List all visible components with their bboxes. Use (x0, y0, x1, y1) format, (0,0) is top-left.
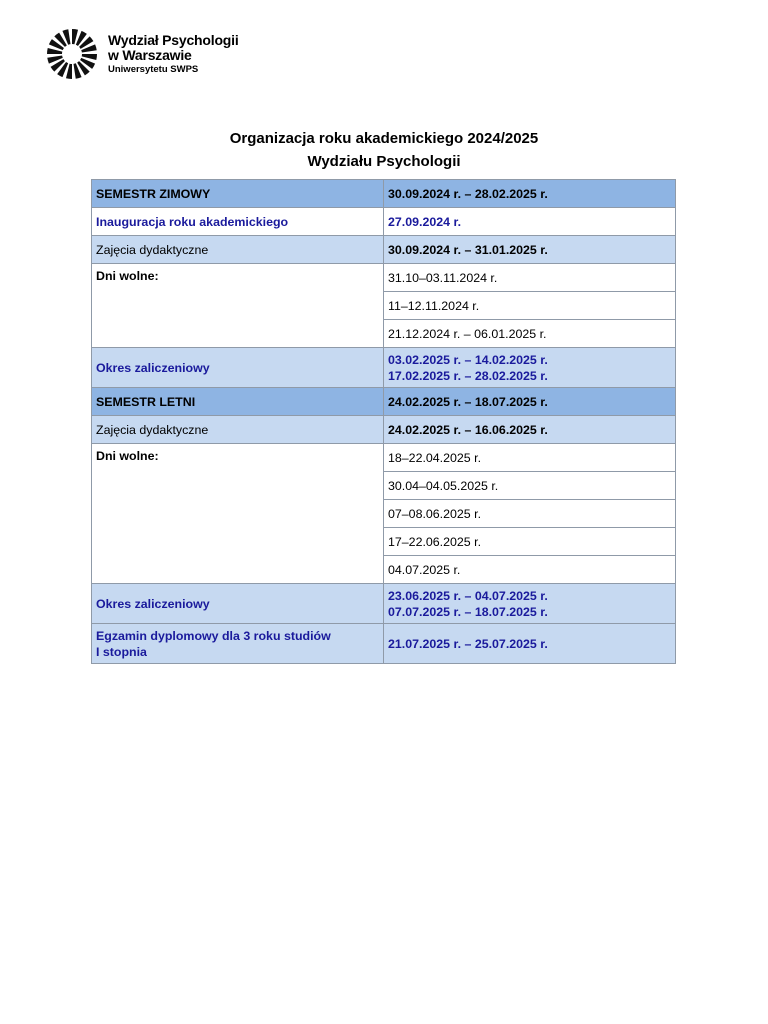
summer-days-off-row (92, 444, 676, 472)
winter-exam-dates-1: 03.02.2025 r. – 14.02.2025 r. (388, 352, 548, 367)
summer-day-off-5: 04.07.2025 r. (384, 556, 676, 584)
summer-day-off-4: 17–22.06.2025 r. (384, 528, 676, 556)
winter-days-off-label: Dni wolne: (92, 264, 384, 348)
summer-exam-dates-1: 23.06.2025 r. – 04.07.2025 r. (388, 588, 548, 603)
summer-day-off-3: 07–08.06.2025 r. (384, 500, 676, 528)
swps-sun-logo-icon (46, 28, 98, 80)
summer-days-off-label: Dni wolne: (92, 444, 384, 584)
summer-exam-label: Okres zaliczeniowy (92, 584, 384, 624)
winter-semester-dates: 30.09.2024 r. – 28.02.2025 r. (384, 180, 676, 208)
summer-semester-label: SEMESTR LETNI (92, 388, 384, 416)
diploma-exam-dates: 21.07.2025 r. – 25.07.2025 r. (384, 624, 676, 664)
winter-exam-dates-2: 17.02.2025 r. – 28.02.2025 r. (388, 368, 548, 383)
winter-day-off-1: 31.10–03.11.2024 r. (384, 264, 676, 292)
title-line-1: Organizacja roku akademickiego 2024/2025 (229, 130, 539, 147)
winter-day-off-3: 21.12.2024 r. – 06.01.2025 r. (384, 320, 676, 348)
winter-classes-row (92, 236, 676, 264)
logo-university: Uniwersytetu SWPS (108, 63, 199, 75)
summer-classes-row (92, 416, 676, 444)
academic-calendar-table (91, 179, 676, 664)
summer-exam-row (92, 584, 676, 624)
diploma-exam-row (92, 624, 676, 664)
inauguration-date: 27.09.2024 r. (384, 208, 676, 236)
winter-semester-label: SEMESTR ZIMOWY (92, 180, 384, 208)
winter-day-off-2: 11–12.11.2024 r. (384, 292, 676, 320)
summer-day-off-2: 30.04–04.05.2025 r. (384, 472, 676, 500)
faculty-logo (46, 28, 239, 80)
winter-classes-dates: 30.09.2024 r. – 31.01.2025 r. (384, 236, 676, 264)
inauguration-row (92, 208, 676, 236)
summer-day-off-1: 18–22.04.2025 r. (384, 444, 676, 472)
summer-semester-dates: 24.02.2025 r. – 18.07.2025 r. (384, 388, 676, 416)
winter-days-off-row (92, 264, 676, 292)
summer-classes-dates: 24.02.2025 r. – 16.06.2025 r. (384, 416, 676, 444)
winter-semester-header-row (92, 180, 676, 208)
winter-exam-label: Okres zaliczeniowy (92, 348, 384, 388)
diploma-exam-label-line-1: Egzamin dyplomowy dla 3 roku studiów (96, 628, 331, 643)
diploma-exam-label-line-2: I stopnia (96, 644, 147, 659)
title-line-2: Wydziału Psychologii (307, 153, 461, 170)
logo-text (108, 33, 239, 76)
logo-city: w Warszawie (108, 46, 192, 63)
winter-classes-label: Zajęcia dydaktyczne (92, 236, 384, 264)
summer-semester-header-row (92, 388, 676, 416)
summer-exam-dates-2: 07.07.2025 r. – 18.07.2025 r. (388, 604, 548, 619)
logo-faculty-name: Wydział Psychologii (108, 31, 239, 48)
summer-classes-label: Zajęcia dydaktyczne (92, 416, 384, 444)
winter-exam-row (92, 348, 676, 388)
inauguration-label: Inauguracja roku akademickiego (92, 208, 384, 236)
page-title (0, 127, 768, 173)
